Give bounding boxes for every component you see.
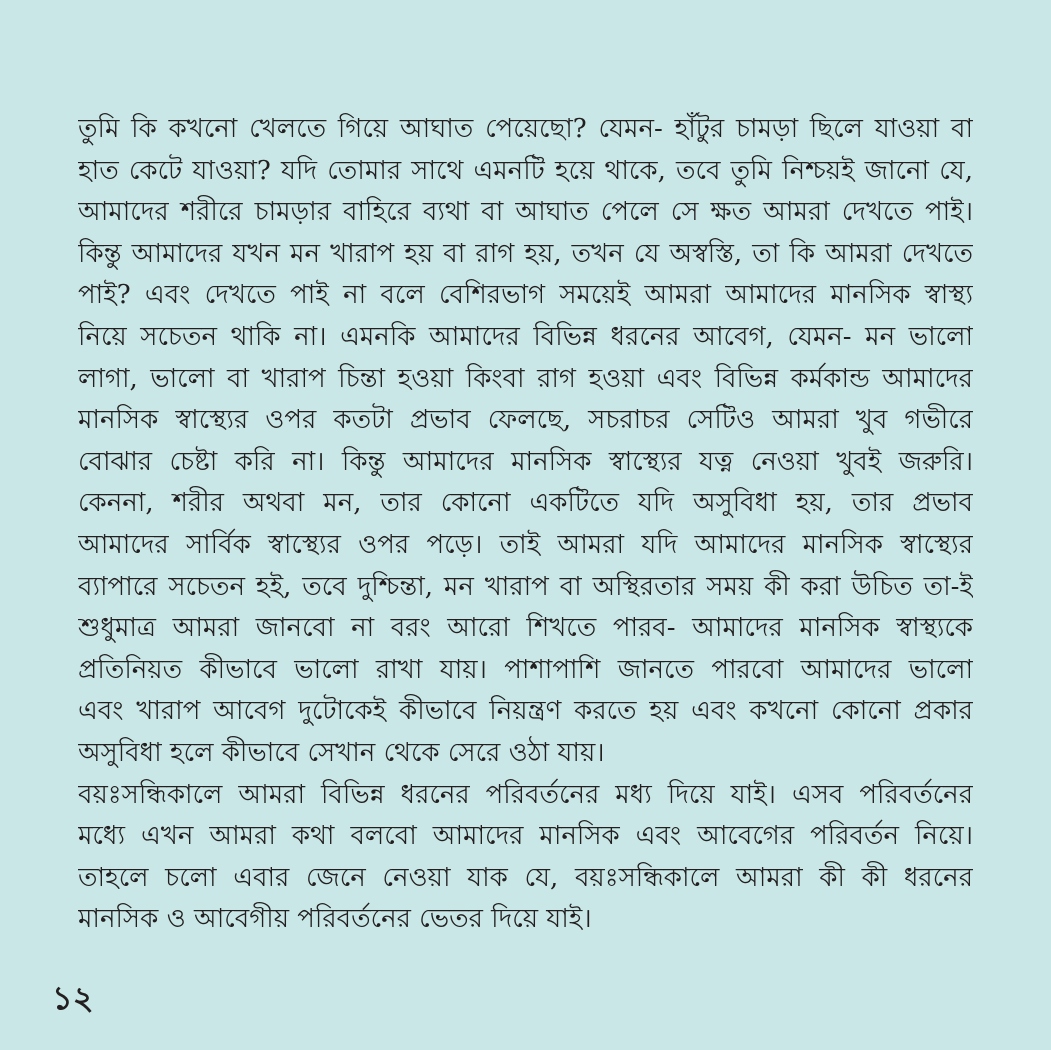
page-number: ১২ — [52, 979, 94, 1017]
text-line: লাগা, ভালো বা খারাপ চিন্তা হওয়া কিংবা রাগ হওয়া এবং বিভিন্ন কর্মকান্ড আমাদের — [78, 363, 973, 394]
text-line: আমাদের সার্বিক স্বাস্থ্যের ওপর পড়ে। তাই আমরা যদি আমাদের মানসিক স্বাস্থ্যের — [78, 529, 973, 560]
text-line: অসুবিধা হলে কীভাবে সেখান থেকে সেরে ওঠা যায়। — [78, 737, 605, 768]
text-line: শুধুমাত্র আমরা জানবো না বরং আরো শিখতে পারব- আমাদের মানসিক স্বাস্থ্যকে — [78, 613, 973, 644]
text-line: পাই? এবং দেখতে পাই না বলে বেশিরভাগ সময়েই আমরা আমাদের মানসিক স্বাস্থ্য — [78, 280, 973, 311]
text-line: বয়ঃসন্ধিকালে আমরা বিভিন্ন ধরনের পরিবর্তনের মধ্য দিয়ে যাই। এসব পরিবর্তনের — [78, 779, 973, 810]
text-line: হাত কেটে যাওয়া? যদি তোমার সাথে এমনটি হয়ে থাকে, তবে তুমি নিশ্চয়ই জানো যে, — [78, 155, 973, 186]
text-line: মানসিক ও আবেগীয় পরিবর্তনের ভেতর দিয়ে যাই। — [78, 904, 592, 935]
text-line: মধ্যে এখন আমরা কথা বলবো আমাদের মানসিক এবং আবেগের পরিবর্তন নিয়ে। — [78, 821, 973, 852]
paragraph — [78, 775, 973, 941]
text-line: নিয়ে সচেতন থাকি না। এমনকি আমাদের বিভিন্ন ধরনের আবেগ, যেমন- মন ভালো — [78, 321, 973, 352]
paragraph — [78, 109, 973, 775]
text-line: তাহলে চলো এবার জেনে নেওয়া যাক যে, বয়ঃসন্ধিকালে আমরা কী কী ধরনের — [78, 862, 973, 893]
text-line: ব্যাপারে সচেতন হই, তবে দুশ্চিন্তা, মন খারাপ বা অস্থিরতার সময় কী করা উচিত তা-ই — [78, 571, 973, 602]
text-line: আমাদের শরীরে চামড়ার বাহিরে ব্যথা বা আঘাত পেলে সে ক্ষত আমরা দেখতে পাই। — [78, 197, 973, 228]
text-line: কেননা, শরীর অথবা মন, তার কোনো একটিতে যদি অসুবিধা হয়, তার প্রভাব — [78, 488, 973, 519]
text-line: বোঝার চেষ্টা করি না। কিন্তু আমাদের মানসিক স্বাস্থ্যের যত্ন নেওয়া খুবই জরুরি। — [78, 446, 973, 477]
body-text — [78, 109, 973, 941]
text-line: কিন্তু আমাদের যখন মন খারাপ হয় বা রাগ হয়, তখন যে অস্বস্তি, তা কি আমরা দেখতে — [78, 238, 973, 269]
text-line: এবং খারাপ আবেগ দুটোকেই কীভাবে নিয়ন্ত্রণ করতে হয় এবং কখনো কোনো প্রকার — [78, 696, 973, 727]
text-line: মানসিক স্বাস্থ্যের ওপর কতটা প্রভাব ফেলছে, সচরাচর সেটিও আমরা খুব গভীরে — [78, 405, 973, 436]
text-line: তুমি কি কখনো খেলতে গিয়ে আঘাত পেয়েছো? যেমন- হাঁটুর চামড়া ছিলে যাওয়া বা — [78, 114, 973, 144]
text-line: প্রতিনিয়ত কীভাবে ভালো রাখা যায়। পাশাপাশি জানতে পারবো আমাদের ভালো — [78, 654, 973, 685]
